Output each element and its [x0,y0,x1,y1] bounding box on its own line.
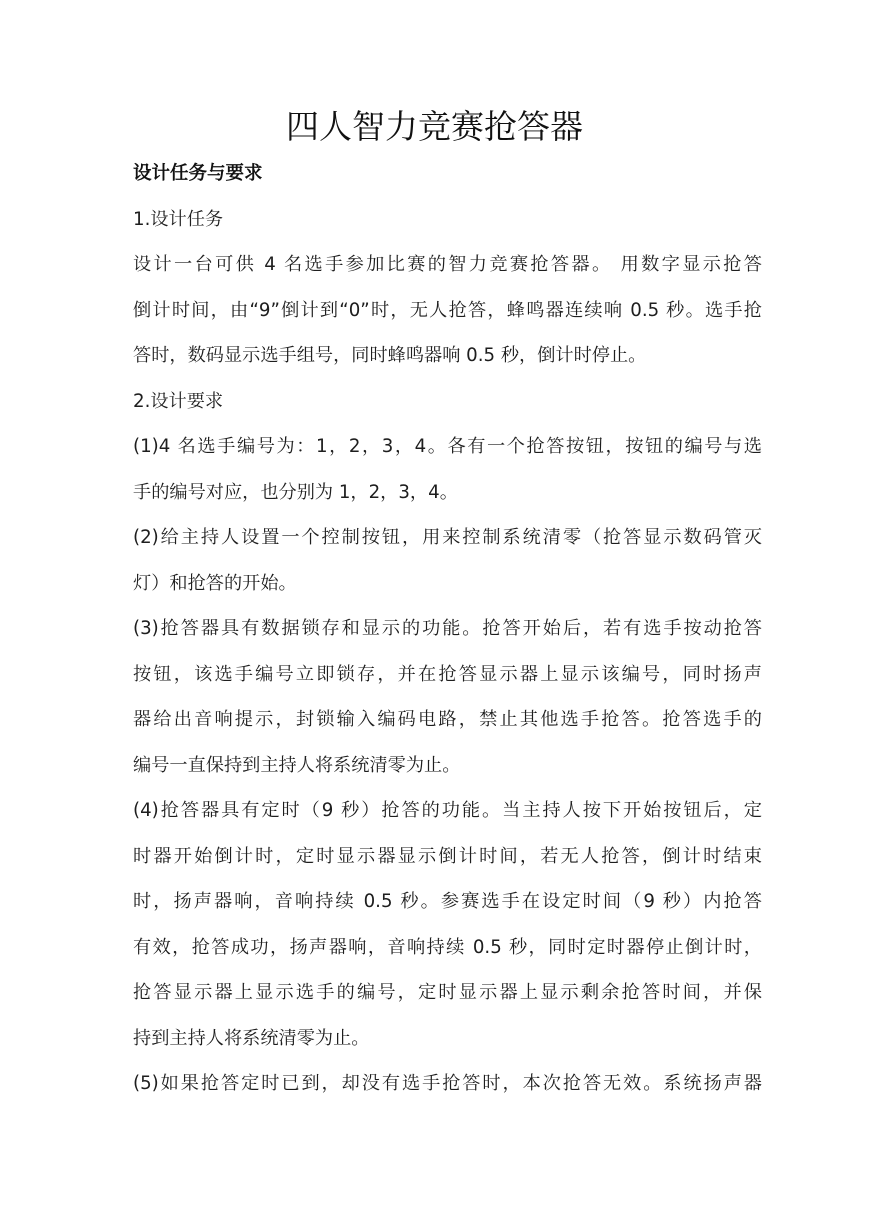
paragraph-line: 按钮，该选手编号立即锁存，并在抢答显示器上显示该编号，同时扬声 [133,664,762,685]
paragraph-line: (5)如果抢答定时已到，却没有选手抢答时，本次抢答无效。系统扬声器 [133,1073,762,1094]
section-heading: 设计任务与要求 [133,163,263,184]
paragraph-line: 2.设计要求 [133,391,224,412]
paragraph-line: 答时，数码显示选手组号，同时蜂鸣器响 0.5 秒，倒计时停止。 [133,345,647,366]
paragraph-line: 1.设计任务 [133,209,224,230]
paragraph-line: (1)4 名选手编号为：1，2，3，4。各有一个抢答按钮，按钮的编号与选 [133,436,762,457]
paragraph-line: 设计一台可供 4 名选手参加比赛的智力竞赛抢答器。 用数字显示抢答 [133,254,762,275]
document-title: 四人智力竞赛抢答器 [286,107,583,146]
paragraph-line: 有效，抢答成功，扬声器响，音响持续 0.5 秒，同时定时器停止倒计时， [133,937,762,958]
paragraph-line: 编号一直保持到主持人将系统清零为止。 [133,755,461,776]
paragraph-line: (4)抢答器具有定时（9 秒）抢答的功能。当主持人按下开始按钮后，定 [133,800,762,821]
paragraph-line: (3)抢答器具有数据锁存和显示的功能。抢答开始后，若有选手按动抢答 [133,618,762,639]
paragraph-line: 时器开始倒计时，定时显示器显示倒计时间，若无人抢答，倒计时结束 [133,846,762,867]
paragraph-line: 持到主持人将系统清零为止。 [133,1028,370,1049]
paragraph-line: 时，扬声器响，音响持续 0.5 秒。参赛选手在设定时间（9 秒）内抢答 [133,891,762,912]
paragraph-line: 手的编号对应，也分别为 1，2，3，4。 [133,482,458,503]
paragraph-line: (2)给主持人设置一个控制按钮，用来控制系统清零（抢答显示数码管灭 [133,527,762,548]
paragraph-line: 灯）和抢答的开始。 [133,573,297,594]
paragraph-line: 抢答显示器上显示选手的编号，定时显示器上显示剩余抢答时间，并保 [133,982,762,1003]
paragraph-line: 器给出音响提示，封锁输入编码电路，禁止其他选手抢答。抢答选手的 [133,709,762,730]
paragraph-line: 倒计时间，由“9”倒计到“0”时，无人抢答，蜂鸣器连续响 0.5 秒。选手抢 [133,300,762,321]
